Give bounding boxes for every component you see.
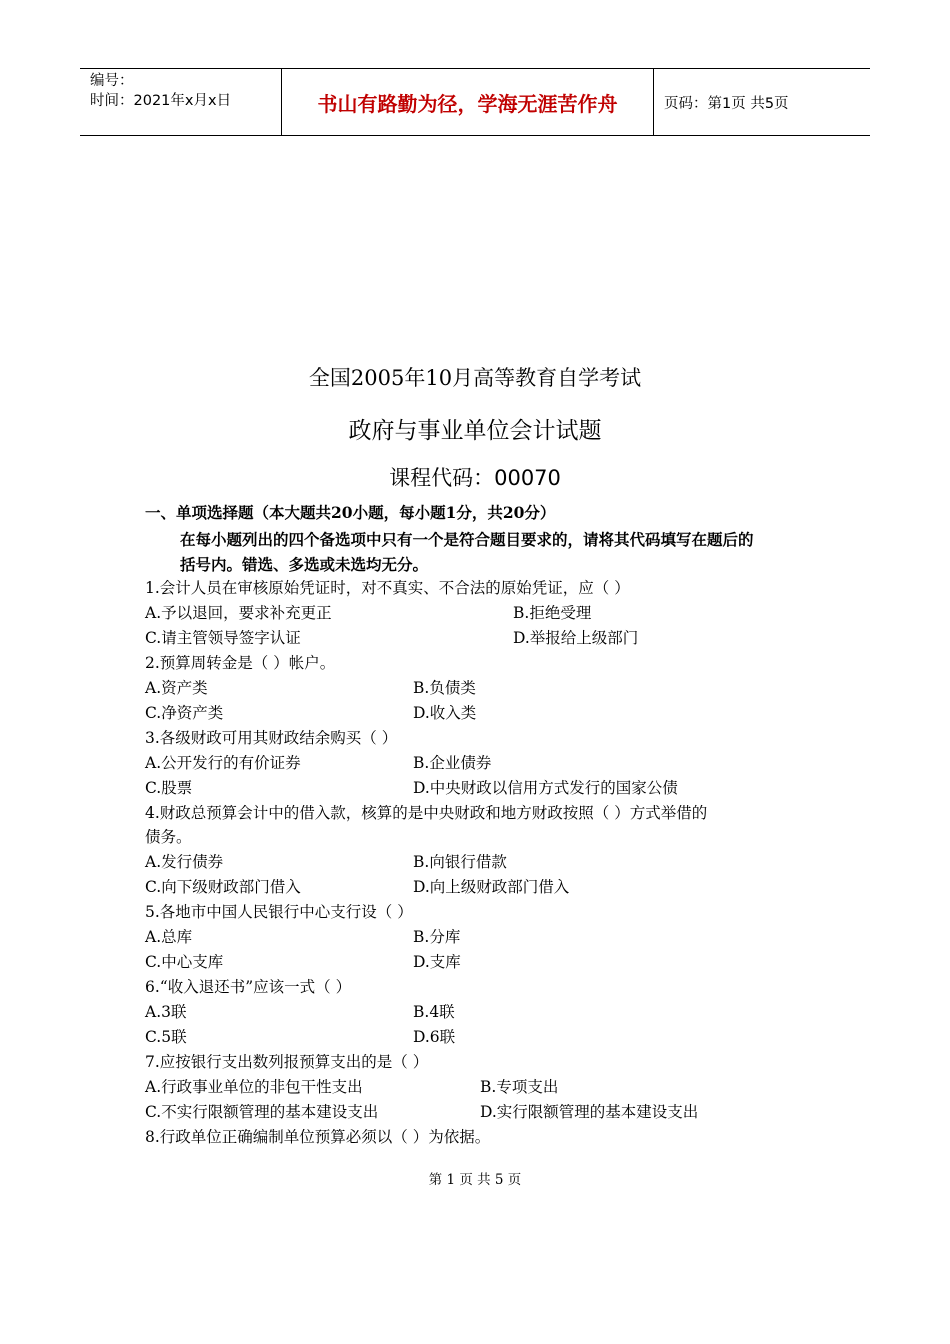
question-stem: 2.预算周转金是（ ）帐户。 [145,654,336,672]
section-heading: 一、单项选择题（本大题共20小题，每小题1分，共20分） [145,503,556,522]
option-c: C.5联 [145,1028,187,1046]
document-date: 时间：2021年x月x日 [90,93,232,109]
question-stem: 6.“收入退还书”应该一式（ ） [145,978,352,996]
option-c: C.不实行限额管理的基本建设支出 [145,1103,379,1121]
option-d: D.举报给上级部门 [513,629,639,647]
option-c: C.请主管领导签字认证 [145,629,301,647]
option-a: A.总库 [145,928,193,946]
header-table [80,68,870,136]
option-d: D.6联 [413,1028,456,1046]
option-a: A.3联 [145,1003,187,1021]
section-instruction-cont: 括号内。错选、多选或未选均无分。 [180,555,429,574]
exam-title: 全国2005年10月高等教育自学考试 [308,366,642,390]
option-d: D.向上级财政部门借入 [413,878,570,896]
option-c: C.中心支库 [145,953,224,971]
option-c: C.股票 [145,779,193,797]
option-c: C.净资产类 [145,704,224,722]
document-code-label: 编号： [90,73,134,89]
option-b: B.企业债券 [413,754,492,772]
option-a: A.公开发行的有价证券 [145,754,301,772]
question-stem: 1.会计人员在审核原始凭证时，对不真实、不合法的原始凭证，应（ ） [145,579,630,597]
question-stem: 3.各级财政可用其财政结余购买（ ） [145,729,398,747]
question-stem: 4.财政总预算会计中的借入款，核算的是中央财政和地方财政按照（ ）方式举借的 [145,804,708,822]
option-d: D.中央财政以信用方式发行的国家公债 [413,779,678,797]
question-stem: 7.应按银行支出数列报预算支出的是（ ） [145,1053,429,1071]
option-b: B.向银行借款 [413,853,507,871]
header-motto: 书山有路勤为径，学海无涯苦作舟 [282,69,654,135]
page-footer: 第 1 页 共 5 页 [428,1172,522,1188]
subject-title: 政府与事业单位会计试题 [348,418,602,444]
option-b: B.分库 [413,928,461,946]
option-b: B.专项支出 [480,1078,559,1096]
question-stem: 8.行政单位正确编制单位预算必须以（ ）为依据。 [145,1128,491,1146]
question-stem: 5.各地市中国人民银行中心支行设（ ） [145,903,413,921]
header-left-cell [80,69,282,135]
option-d: D.支库 [413,953,461,971]
option-b: B.4联 [413,1003,455,1021]
option-c: C.向下级财政部门借入 [145,878,301,896]
option-b: B.拒绝受理 [513,604,592,622]
option-a: A.资产类 [145,679,208,697]
option-b: B.负债类 [413,679,476,697]
header-page-info: 页码：第1页 共5页 [664,95,789,112]
option-d: D.收入类 [413,704,477,722]
option-d: D.实行限额管理的基本建设支出 [480,1103,699,1121]
option-a: A.予以退回，要求补充更正 [145,604,332,622]
option-a: A.行政事业单位的非包干性支出 [145,1078,363,1096]
question-stem-cont: 债务。 [145,828,192,846]
section-instruction: 在每小题列出的四个备选项中只有一个是符合题目要求的，请将其代码填写在题后的 [180,530,754,549]
option-a: A.发行债券 [145,853,224,871]
course-code: 课程代码：00070 [389,466,561,490]
